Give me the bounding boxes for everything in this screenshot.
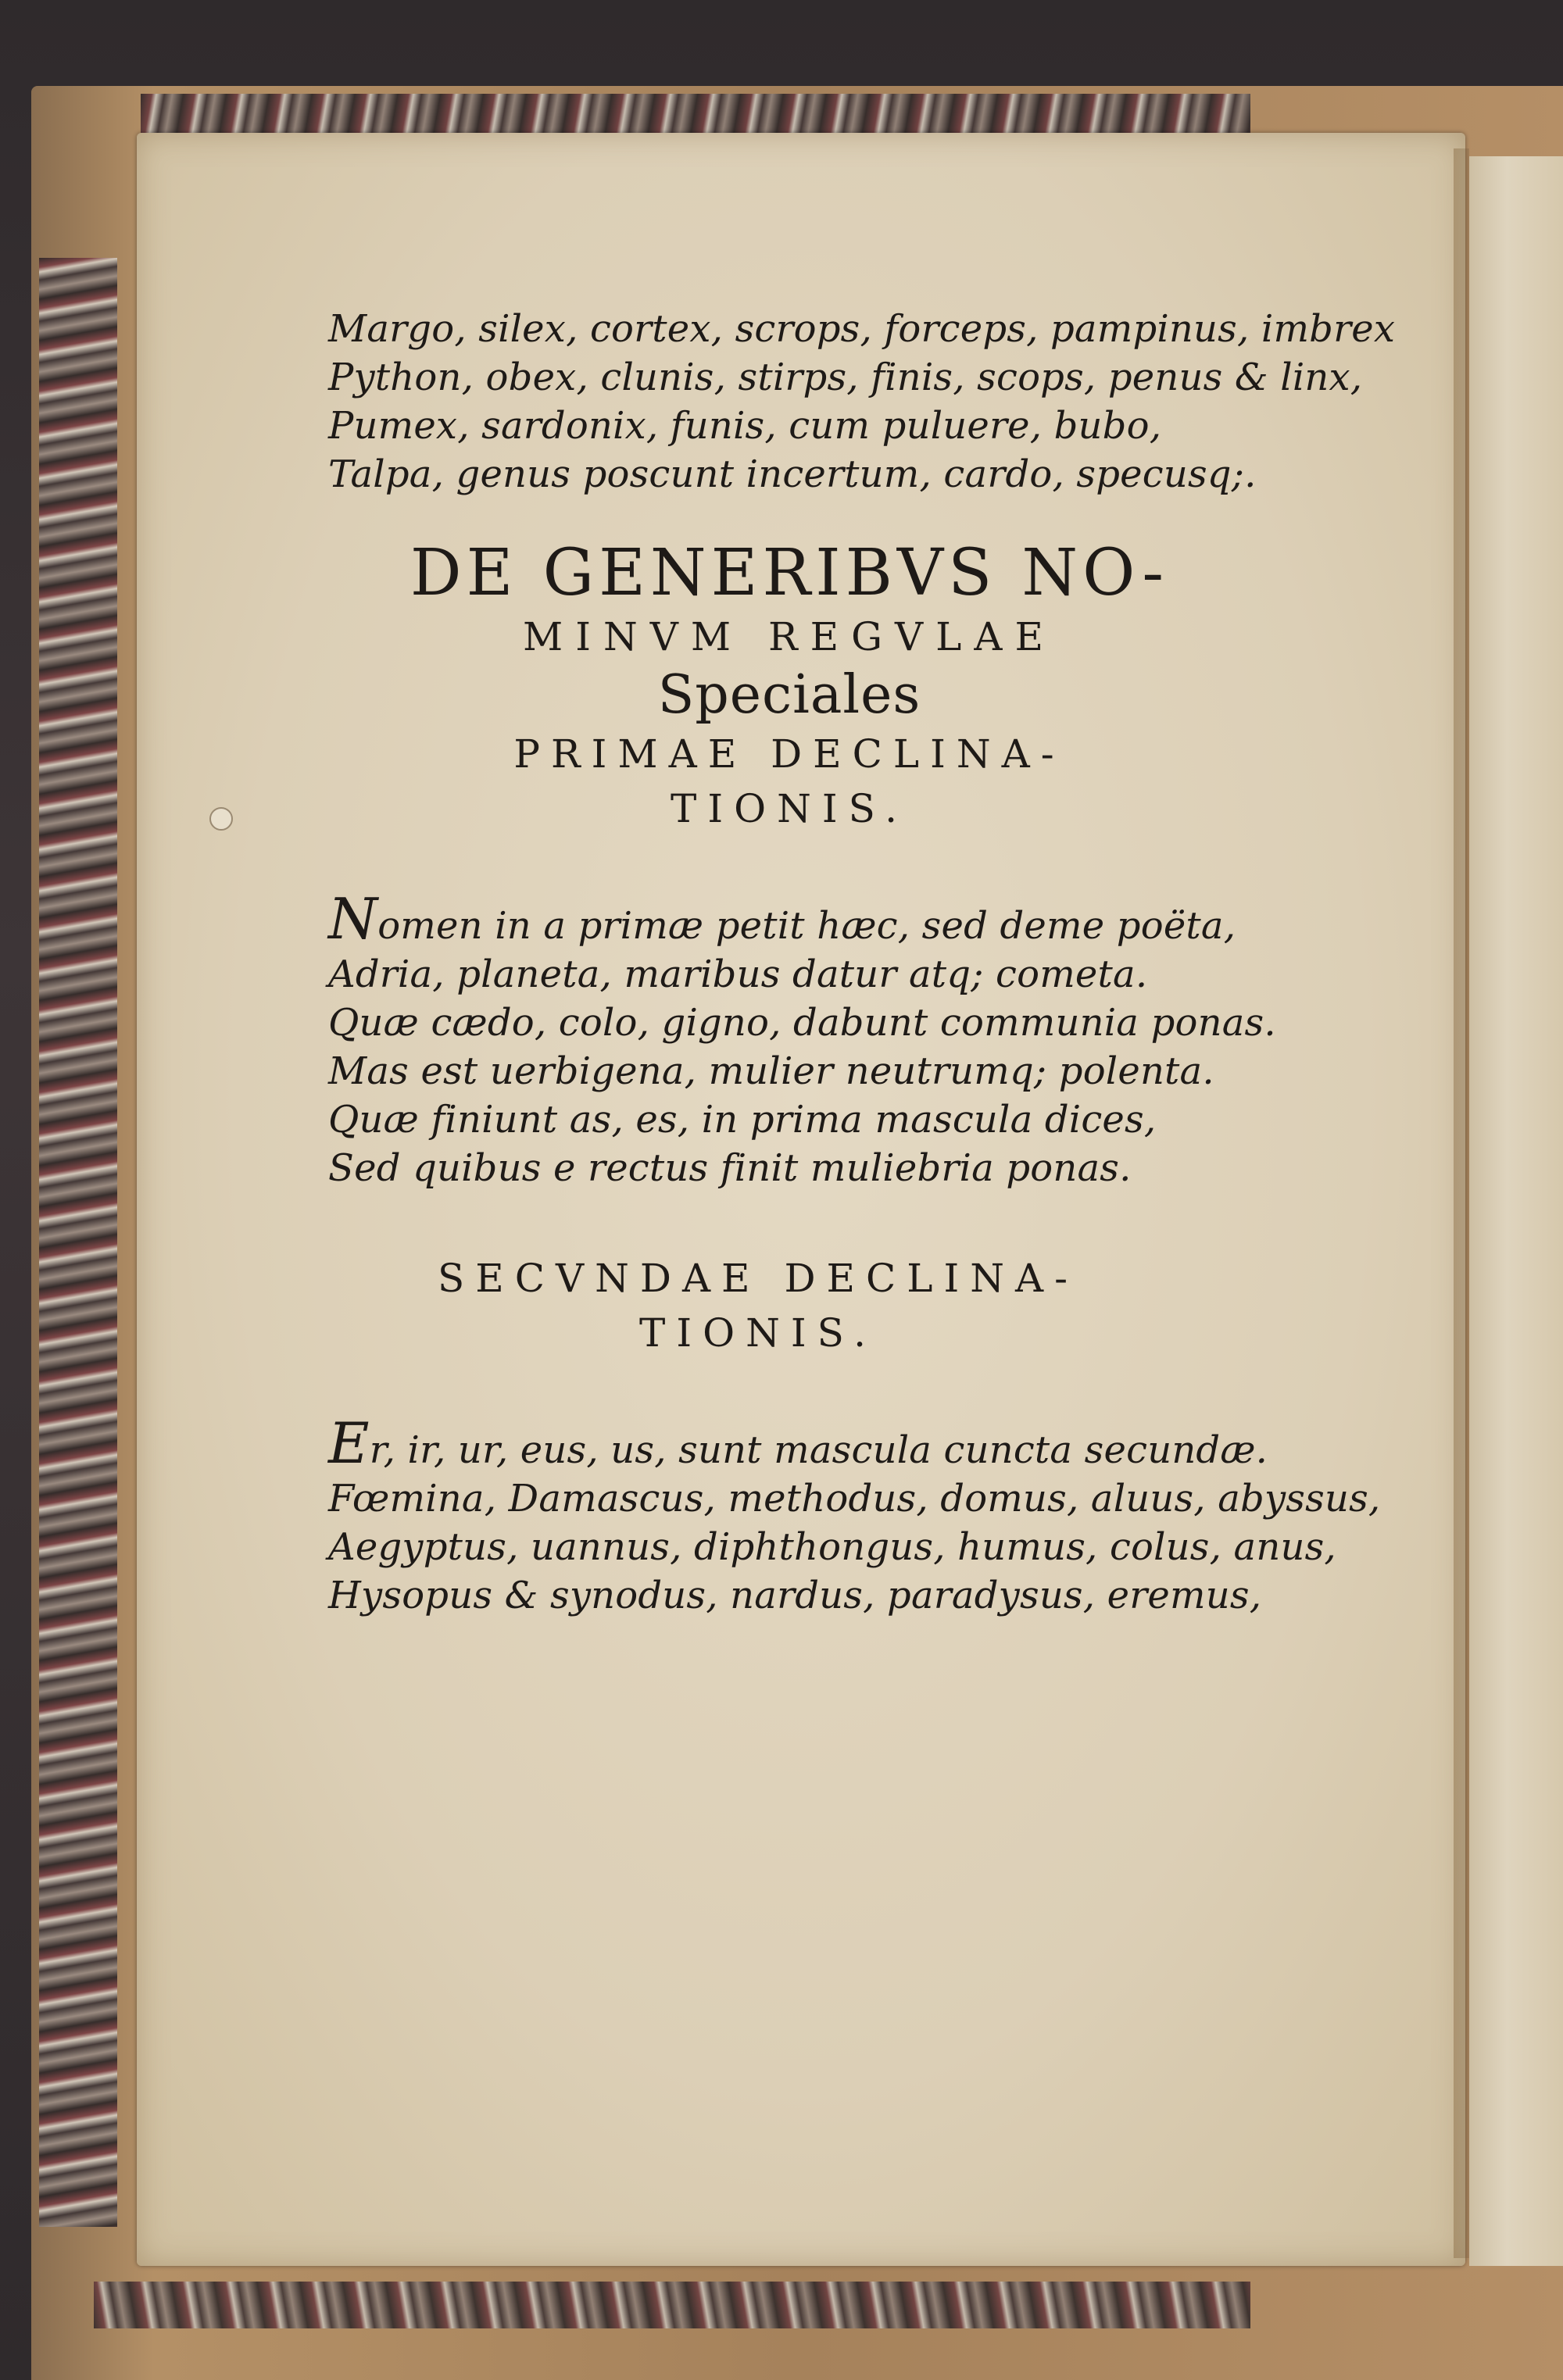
heading-line-5: TIONIS. bbox=[671, 786, 908, 831]
heading-line-3: Speciales bbox=[657, 664, 921, 726]
first-declension-verses bbox=[328, 886, 1383, 1192]
second-declension-verses bbox=[328, 1410, 1383, 1620]
verse-line: Adria, planeta, maribus datur atq; cometa. bbox=[328, 952, 1148, 996]
spacer bbox=[328, 1360, 1383, 1419]
marbled-endpaper-bottom bbox=[94, 2282, 1250, 2328]
page-text bbox=[328, 305, 1396, 1620]
second-heading-line-1: SECVNDAE DECLINA- bbox=[437, 1256, 1078, 1301]
verse-line: Hysopus & synodus, nardus, paradysus, eremus, bbox=[328, 1574, 1262, 1617]
opening-verses bbox=[328, 305, 1396, 499]
section-heading bbox=[328, 538, 1250, 836]
page-gutter-shadow bbox=[1454, 148, 1469, 2258]
marbled-endpaper-left bbox=[39, 258, 117, 2227]
spacer bbox=[328, 499, 1383, 538]
second-heading-line-2: TIONIS. bbox=[639, 1310, 877, 1356]
second-section-heading bbox=[328, 1251, 1188, 1360]
heading-line-4: PRIMAE DECLINA- bbox=[513, 731, 1065, 777]
verse-line: Pumex, sardonix, funis, cum puluere, bubo, bbox=[328, 404, 1162, 448]
verse-line: Fœmina, Damascus, methodus, domus, aluus, abyssus, bbox=[328, 1477, 1381, 1521]
verse-line: Margo, silex, cortex, scrops, forceps, pampinus, imbrex bbox=[328, 307, 1396, 351]
verse-line: Talpa, genus poscunt incertum, cardo, specusq;. bbox=[328, 452, 1257, 496]
spacer bbox=[328, 1192, 1383, 1251]
verse-line: Er, ir, ur, eus, us, sunt mascula cuncta secundæ. bbox=[328, 1410, 1268, 1476]
verse-line: Quæ cædo, colo, gigno, dabunt communia ponas. bbox=[328, 1001, 1276, 1045]
heading-line-2: MINVM REGVLAE bbox=[523, 614, 1056, 659]
verse-line: Quæ finiunt as, es, in prima mascula dices, bbox=[328, 1098, 1157, 1142]
verse-line: Python, obex, clunis, stirps, finis, scops, penus & linx, bbox=[328, 356, 1363, 399]
verse-line: Aegyptus, uannus, diphthongus, humus, colus, anus, bbox=[328, 1525, 1336, 1569]
paper-hole-mark bbox=[209, 807, 233, 831]
heading-line-1: DE GENERIBVS NO- bbox=[410, 536, 1169, 610]
verse-line: Nomen in a primæ petit hæc, sed deme poëta, bbox=[328, 886, 1236, 952]
spacer bbox=[328, 836, 1383, 895]
verse-line: Mas est uerbigena, mulier neutrumq; polenta. bbox=[328, 1049, 1214, 1093]
verse-line: Sed quibus e rectus finit muliebria ponas. bbox=[328, 1146, 1132, 1190]
facing-page-edge bbox=[1469, 156, 1563, 2266]
